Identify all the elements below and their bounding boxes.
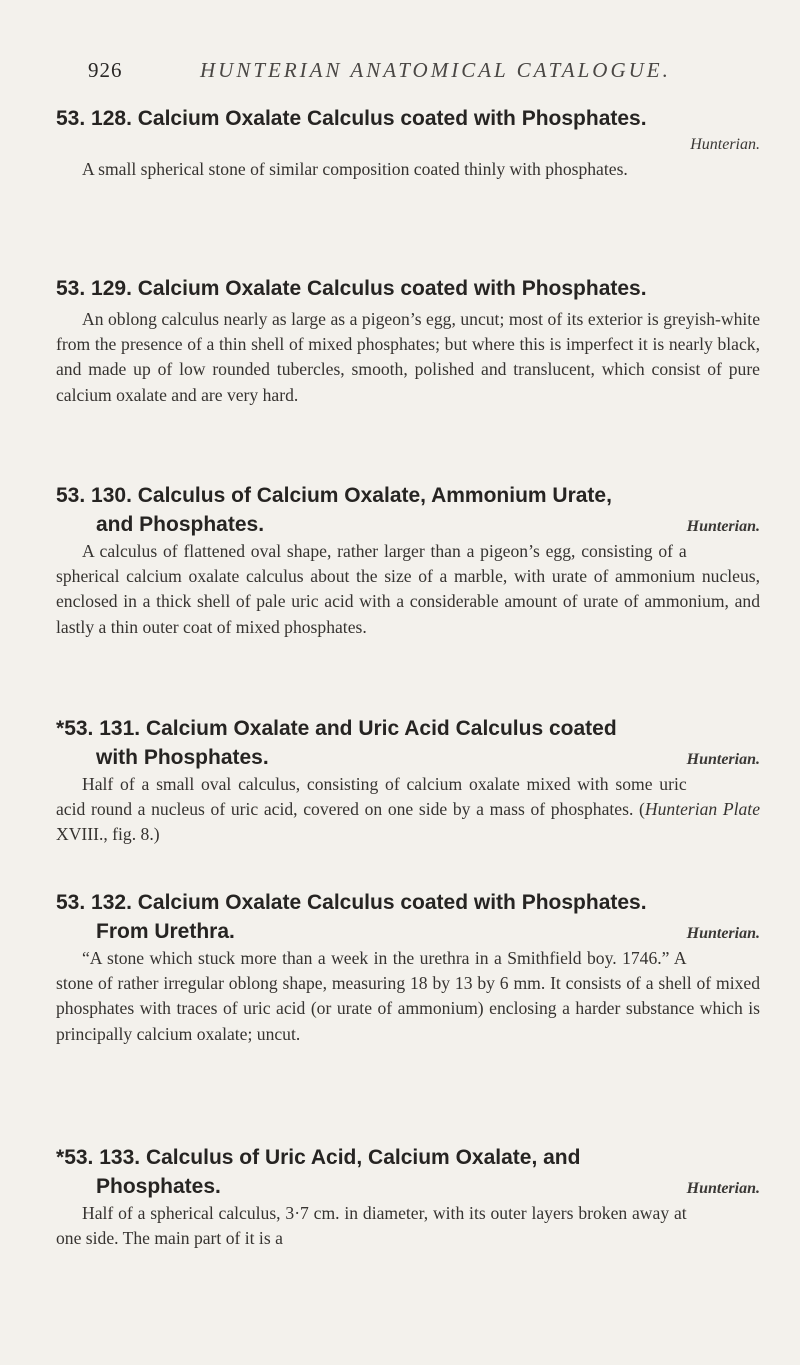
entry-number: 53. 128.: [56, 107, 132, 130]
entry-source: Hunterian.: [690, 136, 760, 153]
catalogue-entry: [56, 481, 760, 640]
catalogue-entry: [56, 714, 760, 848]
entry-asterisk: *: [56, 717, 65, 740]
entry-number: 53. 130.: [56, 484, 132, 507]
plate-reference-title: Hunterian Plate: [644, 799, 761, 820]
plate-reference-detail: XVIII., fig. 8.): [56, 824, 160, 845]
catalogue-entry: [56, 104, 760, 182]
page-number: 926: [88, 58, 123, 82]
entry-description: Half of a spherical calculus, 3·7 cm. in diameter, with its outer layers broken away at one side. The main part of it is a: [56, 1203, 687, 1249]
entry-source: Hunterian.: [686, 1180, 760, 1197]
entry-source: Hunterian.: [686, 751, 760, 768]
entry-number: 53. 133.: [64, 1146, 141, 1169]
entry-title: Calcium Oxalate and Uric Acid Calculus coated: [145, 717, 617, 740]
entry-title: Calcium Oxalate Calculus coated with Phosphates.: [137, 277, 647, 300]
entry-asterisk: *: [56, 1146, 65, 1169]
entry-number: 53. 132.: [56, 891, 132, 914]
entry-heading: [56, 104, 760, 133]
entry-title: Calcium Oxalate Calculus coated with Phosphates.: [137, 107, 647, 130]
entry-source: Hunterian.: [686, 518, 760, 535]
entry-description: An oblong calculus nearly as large as a pigeon’s egg, uncut; most of its exterior is greyish-white from the presence of a thin shell of mixed phosphates; but where this is imperfect it is nearly black, and made up of low rounded tubercles, smooth, polished and translucent, which consist of pure calcium oxalate and are very hard.: [56, 309, 760, 405]
entry-title-continued: with Phosphates.: [96, 746, 269, 769]
entry-title-continued: From Urethra.: [96, 920, 235, 943]
entry-heading: [56, 274, 760, 303]
entry-description: Half of a small oval calculus, consisting of calcium oxalate mixed with some uric acid round a nucleus of uric acid, covered on one side by a mass of phosphates. (Hunterian Plate XVIII., fig. 8.): [56, 774, 761, 845]
book-page: [40, 58, 761, 1249]
entry-description: A calculus of flattened oval shape, rather larger than a pigeon’s egg, consisting of a spherical calcium oxalate calculus about the size of a marble, with urate of ammonium nucleus, enclosed in a thick shell of pale uric acid with a considerable amount of urate of ammonium, and lastly a thin outer coat of mixed phosphates.: [56, 541, 760, 637]
entry-title: Calculus of Calcium Oxalate, Ammonium Urate,: [137, 484, 612, 507]
catalogue-entry: [56, 274, 760, 408]
entry-heading: [56, 481, 760, 539]
plate-reference-open: (: [639, 799, 645, 820]
entry-heading: [56, 1143, 760, 1201]
entry-number: 53. 129.: [56, 277, 132, 300]
entry-title: Calculus of Uric Acid, Calcium Oxalate, and: [145, 1146, 581, 1169]
entry-description: “A stone which stuck more than a week in the urethra in a Smithfield boy. 1746.” A stone of rather irregular oblong shape, measuring 18 by 13 by 6 mm. It consists of a shell of mixed phosphates with traces of uric acid (or urate of ammonium) enclosing a harder substance which is principally calcium oxalate; uncut.: [56, 948, 760, 1044]
entry-title: Calcium Oxalate Calculus coated with Phosphates.: [137, 891, 647, 914]
catalogue-entry: [56, 1143, 760, 1251]
entry-title-continued: and Phosphates.: [96, 513, 265, 536]
entry-description: A small spherical stone of similar composition coated thinly with phosphates.: [82, 159, 628, 179]
running-title: HUNTERIAN ANATOMICAL CATALOGUE.: [200, 58, 671, 82]
entry-title-continued: Phosphates.: [96, 1175, 221, 1198]
entry-heading: [56, 888, 760, 946]
entry-source: Hunterian.: [686, 925, 760, 942]
catalogue-entry: [56, 888, 760, 1047]
running-header: [40, 58, 752, 88]
entry-heading: [56, 714, 760, 772]
entry-number: 53. 131.: [64, 717, 141, 740]
